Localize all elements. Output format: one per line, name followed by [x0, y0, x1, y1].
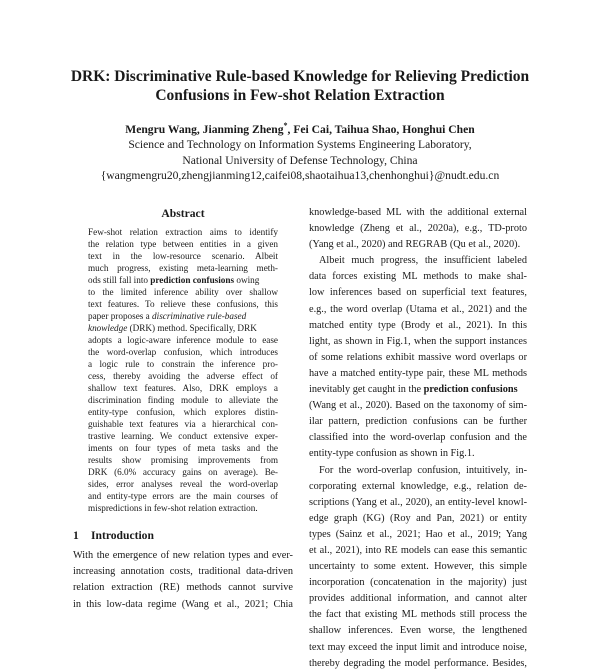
intro-line: increasing annotation costs, traditional data-driven	[73, 566, 293, 578]
abstract-line: much progress, existing meta-learning meth-	[88, 263, 278, 273]
body-line: ilar pattern, prediction confusions can be further	[309, 416, 527, 428]
abstract-line: discrimination finding module to alleviate the	[88, 395, 278, 405]
body-line: Albeit much progress, the insufficient labeled	[319, 255, 527, 267]
introduction-body	[73, 548, 293, 613]
abstract-line: Few-shot relation extraction aims to identify	[88, 227, 278, 237]
abstract-text: owing	[234, 275, 260, 285]
body-line: uncertainty to some extent. However, this simple	[309, 561, 527, 573]
section-number: 1	[73, 529, 79, 542]
abstract-line: the relation type between entities in a given	[88, 239, 278, 249]
body-line: provides additional information, and cannot alter	[309, 593, 527, 605]
affiliation-line: National University of Defense Technology, China	[182, 153, 418, 167]
abstract-line: text features. To relieve these confusions, this	[88, 299, 278, 309]
intro-line: With the emergence of new relation types and ever-	[73, 550, 293, 561]
body-line: shallow inferences. Even worse, the lengthened	[309, 625, 527, 637]
section-heading	[73, 529, 154, 542]
body-emphasis: prediction confusions	[423, 384, 518, 396]
body-line: text may exceed the input limit and introduce noise,	[309, 641, 527, 653]
body-line: thereby degrading the model performance. Besides,	[309, 657, 527, 669]
body-line	[309, 382, 527, 398]
abstract-line	[88, 274, 278, 286]
author-names	[60, 118, 540, 137]
abstract-line: text in the low-resource scenario. Albeit	[88, 251, 278, 261]
body-line: incorporation (concatenation in the majority) just	[309, 577, 527, 589]
body-line: light, as shown in Fig.1, when the support instances	[309, 335, 527, 347]
right-column-body	[309, 205, 527, 672]
paper-title	[40, 67, 560, 105]
abstract-text: (DRK) method. Specifically, DRK	[127, 323, 257, 333]
abstract-line: guishable text features via a hierarchical con-	[88, 419, 278, 429]
abstract-emphasis: discriminative rule-based	[152, 311, 247, 321]
abstract-line: to the limited inference ability over shallow	[88, 287, 278, 297]
body-line: e.g., the word overlap (Utama et al., 2021) and the	[309, 303, 527, 315]
body-line: have a matched entity-type pair, these ML methods	[309, 367, 527, 379]
body-line: the fact that existing ML methods still process the	[309, 609, 527, 621]
body-line: edge graph (KG) (Roy and Pan, 2021) or entity	[309, 512, 527, 524]
body-line: scriptions (Yang et al., 2020), an entity-level knowl-	[309, 496, 527, 508]
body-line: (Yang et al., 2020) and REGRAB (Qu et al., 2020).	[309, 239, 521, 251]
body-line: entity-type confusion as shown in Fig.1.	[309, 448, 475, 460]
abstract-line: trastive learning. We conduct extensive exper-	[88, 431, 278, 441]
abstract-text: paper proposes a	[88, 311, 150, 321]
body-line: low inferences based on superficial text features,	[309, 287, 527, 299]
body-line: (Wang et al., 2020). Based on the taxonomy of sim-	[309, 400, 527, 412]
abstract-line: adopts a logic-aware inference module to ease	[88, 335, 278, 345]
abstract-line: mispredictions in few-shot relation extraction.	[88, 503, 258, 513]
abstract-emphasis: prediction confusions	[150, 275, 235, 285]
abstract-line: results show promising improvements from	[88, 455, 278, 465]
abstract-line: a logic rule to constrain the inference pro-	[88, 359, 278, 369]
body-line: types (Sainz et al., 2021; Hao et al., 2019; Yang	[309, 528, 527, 540]
affiliation-line: Science and Technology on Information Systems Engineering Laboratory,	[128, 138, 472, 152]
body-line: knowledge-based ML with the additional external	[309, 207, 527, 218]
body-text: inevitably get caught in the	[309, 384, 422, 396]
abstract-emphasis: knowledge	[88, 323, 128, 333]
corresponding-author-mark: *	[283, 121, 288, 130]
body-line: For the word-overlap confusion, intuitively, in-	[319, 464, 527, 476]
author-names-first: Mengru Wang, Jianming Zheng	[125, 122, 284, 136]
abstract-text: ods still fall into	[88, 275, 148, 285]
abstract-line: entity-type confusion, which explores distin-	[88, 407, 278, 417]
body-line: of some relations exhibit massive word overlaps or	[309, 351, 527, 363]
body-line: corporating external knowledge, e.g., relation de-	[309, 480, 527, 492]
abstract-line: the word-overlap confusion, which introduces	[88, 347, 278, 357]
abstract-line: DRK (6.0% accuracy gains on average). Be-	[88, 467, 278, 477]
abstract-line	[88, 322, 278, 334]
author-block	[60, 118, 540, 184]
abstract-line	[88, 310, 278, 322]
author-emails: {wangmengru20,zhengjianming12,caifei08,shaotaihua13,chenhonghui}@nudt.edu.cn	[100, 169, 500, 183]
abstract-line: cess, thereby avoiding the adverse effect of	[88, 371, 278, 381]
title-line: DRK: Discriminative Rule-based Knowledge for Relieving Prediction	[70, 68, 530, 85]
abstract-line: sides, error analyses reveal the word-overlap	[88, 479, 278, 489]
author-names-rest: , Fei Cai, Taihua Shao, Honghui Chen	[287, 122, 475, 136]
abstract-body	[88, 226, 278, 514]
body-line: et al., 2021), into RE models can ease this semantic	[309, 544, 527, 556]
title-line: Confusions in Few-shot Relation Extraction	[155, 87, 445, 104]
abstract-line: iments on four types of meta tasks and the	[88, 443, 278, 453]
abstract-heading: Abstract	[161, 207, 205, 220]
abstract-line: and entity-type errors are the main courses of	[88, 491, 278, 501]
body-line: matched entity type (Brody et al., 2021). In this	[309, 319, 527, 331]
section-title: Introduction	[91, 529, 154, 542]
body-line: knowledge (Zheng et al., 2020a), e.g., TD-proto	[309, 223, 527, 235]
body-line: data forces existing ML methods to make shal-	[309, 271, 527, 283]
intro-line: in this low-data regime (Wang et al., 2021; Chia	[73, 598, 293, 610]
body-line: classified into the word-overlap confusion and the	[309, 432, 527, 444]
intro-line: relation extraction (RE) methods cannot survive	[73, 582, 293, 594]
abstract-line: shallow text features. Also, DRK employs a	[88, 383, 278, 393]
